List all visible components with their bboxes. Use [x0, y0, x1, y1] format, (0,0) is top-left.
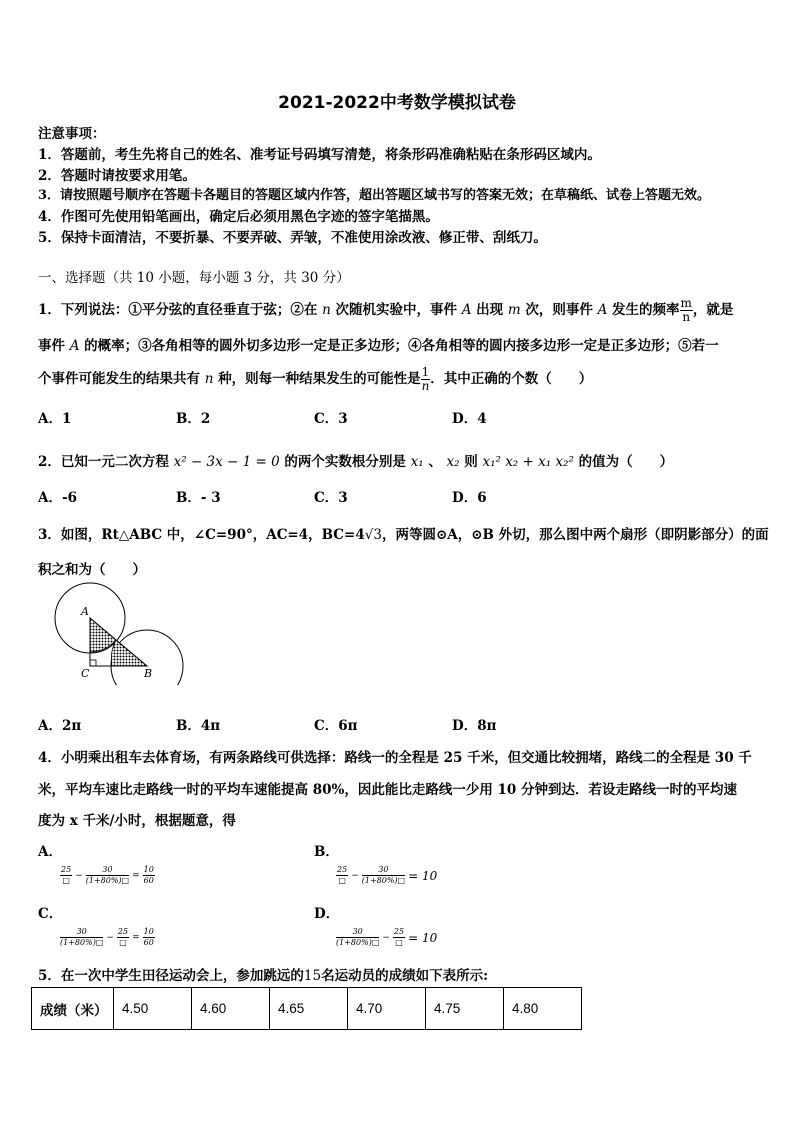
q4-option-c: C． $\frac{30}{(1+80\%)□}$ − $\frac{25}{□}$ = $\frac{10}{60}$	[38, 906, 154, 947]
q3-option-d: D．8π	[452, 718, 497, 734]
q1-line-3: 个事件可能发生的结果共有 n 种，则每一种结果发生的可能性是 $\frac{1}{n}$ ．其中正确的个数（ ）	[38, 365, 593, 393]
scores-table	[31, 987, 582, 1030]
q3-line-1: 3．如图，Rt△ABC 中，∠C=90°，AC=4，BC=4√3，两等圆⊙A，⊙B 外切，那么图中两个扇形（即阴影部分）的面	[38, 527, 769, 543]
q3-option-a: A．2π	[38, 718, 82, 734]
q2-option-d: D．6	[452, 490, 487, 506]
q3-option-b: B．4π	[176, 718, 221, 734]
label-a: A	[81, 605, 89, 618]
table-header-cell: 成绩（米）	[32, 988, 114, 1030]
table-cell: 4.75	[426, 988, 504, 1030]
q1-option-c: C．3	[314, 411, 348, 427]
q2-option-a: A．-6	[38, 490, 77, 506]
notice-heading: 注意事项：	[38, 126, 106, 142]
q5-line: 5．在一次中学生田径运动会上，参加跳远的15名运动员的成绩如下表所示:	[38, 968, 489, 984]
page-title: 2021-2022中考数学模拟试卷	[278, 93, 516, 113]
q4-line-3: 度为 x 千米/小时，根据题意，得	[38, 813, 236, 829]
notice-item-5: 5．保持卡面清洁，不要折暴、不要弄破、弄皱，不准使用涂改液、修正带、刮纸刀。	[38, 230, 547, 246]
q2-line: 2．已知一元二次方程 x² − 3x − 1 = 0 的两个实数根分别是 x₁ 、 x₂ 则 x₁² x₂ + x₁ x₂² 的值为（ ）	[38, 454, 674, 470]
q4-option-d: D． $\frac{30}{(1+80\%)□}$ − $\frac{25}{□}$ = 10	[314, 906, 438, 947]
table-cell: 4.50	[114, 988, 192, 1030]
q4-line-1: 4．小明乘出租车去体育场，有两条路线可供选择：路线一的全程是 25 千米，但交通比较拥堵，路线二的全程是 30 千	[38, 750, 752, 766]
q1-option-a: A．1	[38, 411, 72, 427]
q3-line-2: 积之和为（ ）	[38, 562, 146, 578]
q4-option-a: A． $\frac{25}{□}$ − $\frac{30}{(1+80\%)□}$ = $\frac{10}{60}$	[38, 844, 154, 885]
q2-option-c: C．3	[314, 490, 348, 506]
section-heading: 一、选择题（共 10 小题，每小题 3 分，共 30 分）	[38, 270, 350, 286]
table-row	[32, 988, 582, 1030]
q1-line-2: 事件 A 的概率；③各角相等的圆外切多边形一定是正多边形；④各角相等的圆内接多边形一定是正多边形；⑤若一	[38, 338, 719, 354]
notice-item-1: 1．答题前，考生先将自己的姓名、准考证号码填写清楚，将条形码准确粘贴在条形码区域内。	[38, 147, 601, 163]
q1-line-1: 1．下列说法：①平分弦的直径垂直于弦；②在 n 次随机实验中，事件 A 出现 m 次，则事件 A 发生的频率 $\frac{m}{n}$ ，就是	[38, 296, 734, 324]
notice-item-3: 3．请按照题号顺序在答题卡各题目的答题区域内作答，超出答题区域书写的答案无效；在草稿纸、试卷上答题无效。	[38, 188, 711, 203]
notice-item-2: 2．答题时请按要求用笔。	[38, 168, 196, 184]
q3-figure	[50, 580, 190, 685]
q4-option-b: B． $\frac{25}{□}$ − $\frac{30}{(1+80\%)□}$ = 10	[314, 844, 438, 885]
right-angle-mark	[90, 660, 96, 666]
frequency-fraction: $\frac{m}{n}$	[680, 296, 692, 324]
table-cell: 4.80	[504, 988, 582, 1030]
q2-option-b: B．- 3	[176, 490, 221, 506]
probability-fraction: $\frac{1}{n}$	[421, 365, 430, 393]
q3-option-c: C．6π	[314, 718, 358, 734]
q1-option-d: D．4	[452, 411, 487, 427]
sector-a	[90, 618, 116, 652]
label-b: B	[144, 667, 153, 680]
table-cell: 4.65	[270, 988, 348, 1030]
q4-line-2: 米，平均车速比走路线一时的平均车速能提高 80%，因此能比走路线一少用 10 分钟到达．若设走路线一时的平均速	[38, 782, 737, 798]
label-c: C	[81, 667, 90, 680]
notice-item-4: 4．作图可先使用铅笔画出，确定后必须用黑色字迹的签字笔描黑。	[38, 209, 439, 225]
table-cell: 4.70	[348, 988, 426, 1030]
table-cell: 4.60	[192, 988, 270, 1030]
q1-option-b: B．2	[176, 411, 211, 427]
